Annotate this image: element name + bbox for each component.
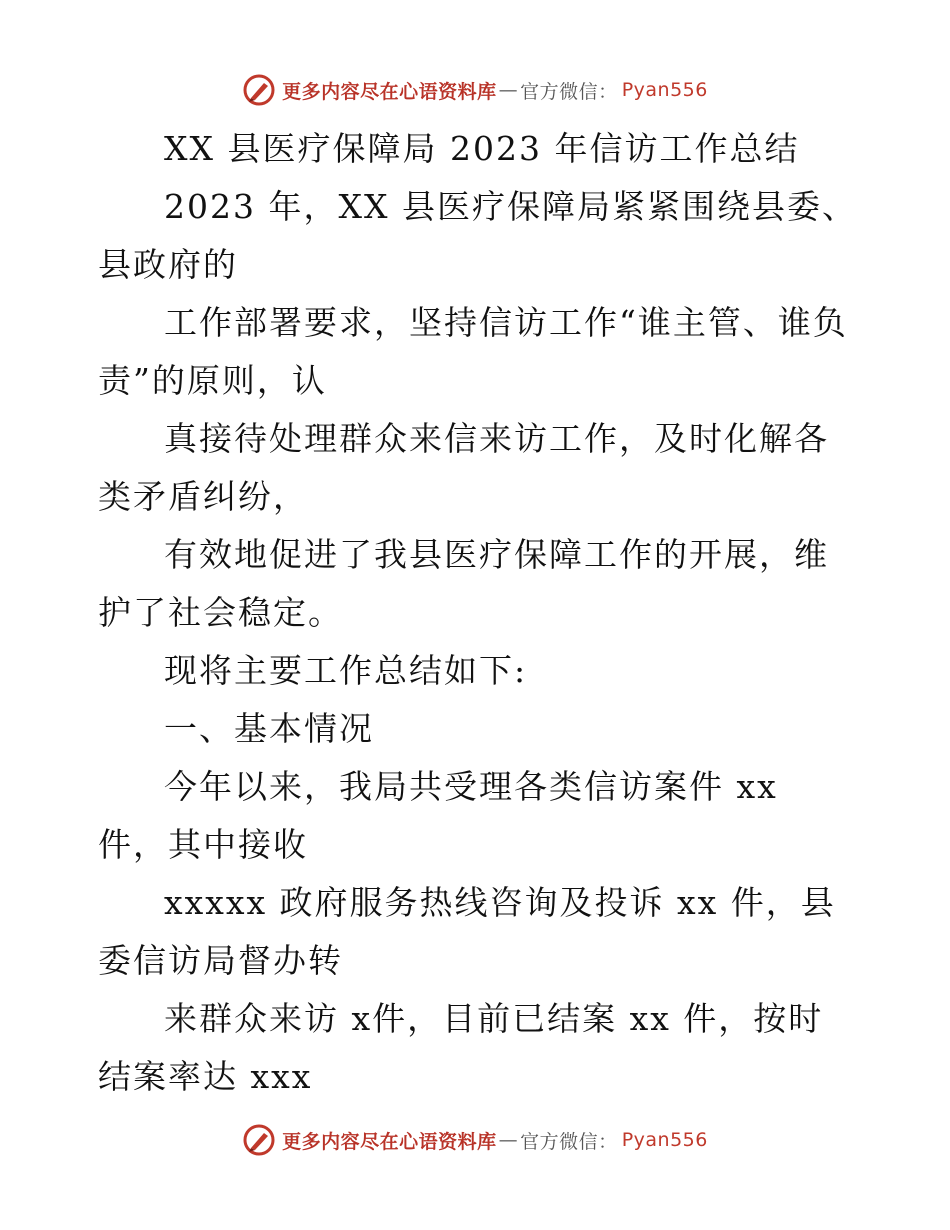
paragraph: 真接待处理群众来信来访工作，及时化解各类矛盾纠纷， [98,419,829,516]
footer-watermark [0,1120,950,1160]
paragraph: xxxxx 政府服务热线咨询及投诉 xx 件，县委信访局督办转 [98,883,836,980]
watermark-wechat-label: 官方微信： [520,80,618,103]
watermark-wechat-label: 官方微信： [520,1130,618,1153]
watermark-wechat-id: Pyan556 [621,1129,708,1151]
section-heading: 一、基本情况 [164,709,374,748]
paragraph: 来群众来访 x件，目前已结案 xx 件，按时结案率达 xxx [98,999,824,1096]
paragraph: 今年以来，我局共受理各类信访案件 xx 件，其中接收 [98,767,778,864]
document-body [98,120,858,1106]
pen-logo-icon [242,1123,276,1157]
paragraph: 2023 年，XX 县医疗保障局紧紧围绕县委、县政府的 [98,187,857,284]
pen-logo-icon [242,73,276,107]
paragraph: 有效地促进了我县医疗保障工作的开展，维护了社会稳定。 [98,535,829,632]
watermark-brand: 更多内容尽在心语资料库 [282,1130,497,1153]
watermark-separator: — [498,1129,519,1151]
paragraph: 工作部署要求，坚持信访工作“谁主管、谁负责”的原则，认 [98,303,848,400]
watermark-wechat-id: Pyan556 [621,79,708,101]
paragraph: 现将主要工作总结如下: [164,651,528,690]
document-title: XX 县医疗保障局 2023 年信访工作总结 [164,129,800,168]
watermark-brand: 更多内容尽在心语资料库 [282,80,497,103]
watermark-separator: — [498,79,519,101]
header-watermark [0,70,950,110]
